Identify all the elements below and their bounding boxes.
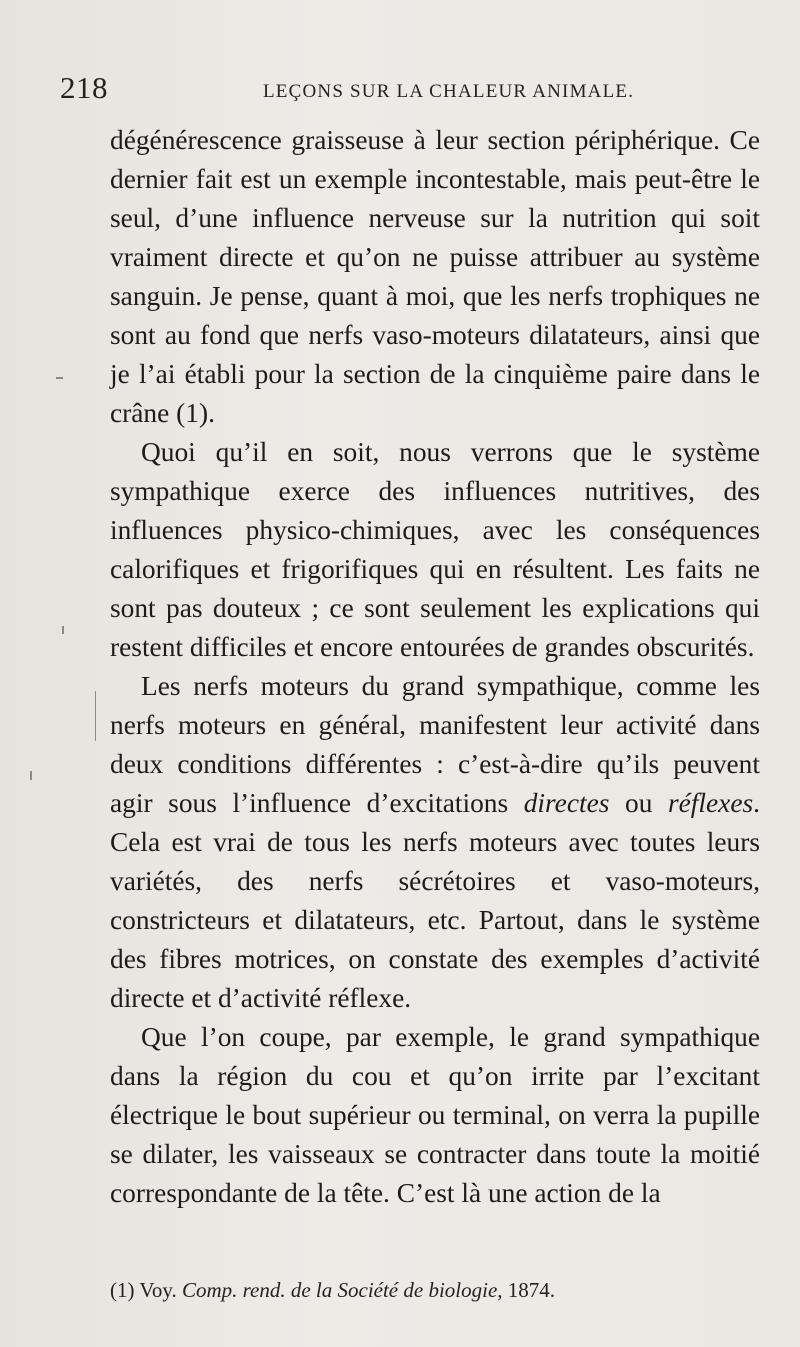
paragraph-2: Quoi qu’il en soit, nous verrons que le système sympathique exerce des influences nutritives, des influences physico-chimiques, avec les conséquences calorifiques et frigorifiques qui en résultent. Les faits ne sont pas douteux ; ce sont seulement les explications qui restent difficiles et encore entourées de grandes obscurités. bbox=[110, 437, 760, 662]
margin-dash-mark bbox=[56, 377, 63, 379]
paragraph-4: Que l’on coupe, par exemple, le grand sympathique dans la région du cou et qu’on irrite par l’excitant électrique le bout supérieur ou terminal, on verra la pupille se dilater, les vaisseaux se contracter dans toute la moitié correspondante de la tête. C’est là une action de la bbox=[110, 1022, 760, 1208]
running-title: LEÇONS SUR LA CHALEUR ANIMALE. bbox=[263, 81, 635, 102]
paragraph-1: dégénérescence graisseuse à leur section périphérique. Ce dernier fait est un exemple incontestable, mais peut-être le seul, d’une influence nerveuse sur la nutrition qui soit vraiment directe et qu’on ne puisse attribuer au système sanguin. Je pense, quant à moi, que les nerfs trophiques ne sont au fond que nerfs vaso-moteurs dilatateurs, ainsi que je l’ai établi pour la section de la cinquième paire dans le crâne (1). bbox=[110, 125, 760, 428]
italic-directes: directes bbox=[523, 788, 610, 818]
margin-tick-mark bbox=[30, 771, 32, 780]
page-header bbox=[60, 70, 750, 110]
page-number: 218 bbox=[60, 70, 108, 105]
paragraph-3-text-middle: ou bbox=[609, 788, 668, 818]
paragraph-3-text-after: . Cela est vrai de tous les nerfs moteurs avec toutes leurs variétés, des nerfs sécrétoires et vaso-moteurs, constricteurs et dilatateurs, etc. Partout, dans le système des fibres motrices, on constate des exemples d’activité directe et d’activité réflexe. bbox=[110, 788, 760, 1013]
italic-reflexes: réflexes bbox=[667, 788, 754, 818]
margin-tick-mark bbox=[62, 626, 64, 634]
margin-vertical-mark bbox=[95, 691, 96, 741]
paragraph-3-text-before: Les nerfs moteurs du grand sympathique, comme les nerfs moteurs en général, manifestent leur activité dans deux conditions différentes : c’est-à-dire qu’ils peuvent agir sous l’influence d’excitations bbox=[110, 671, 760, 818]
footnote bbox=[110, 1278, 555, 1303]
body-text bbox=[110, 121, 760, 1213]
footnote-year: 1874. bbox=[507, 1278, 556, 1302]
footnote-marker: (1) Voy. bbox=[110, 1278, 177, 1302]
footnote-source: Comp. rend. de la Société de biologie, bbox=[181, 1278, 503, 1302]
paragraph-3 bbox=[110, 667, 760, 1018]
